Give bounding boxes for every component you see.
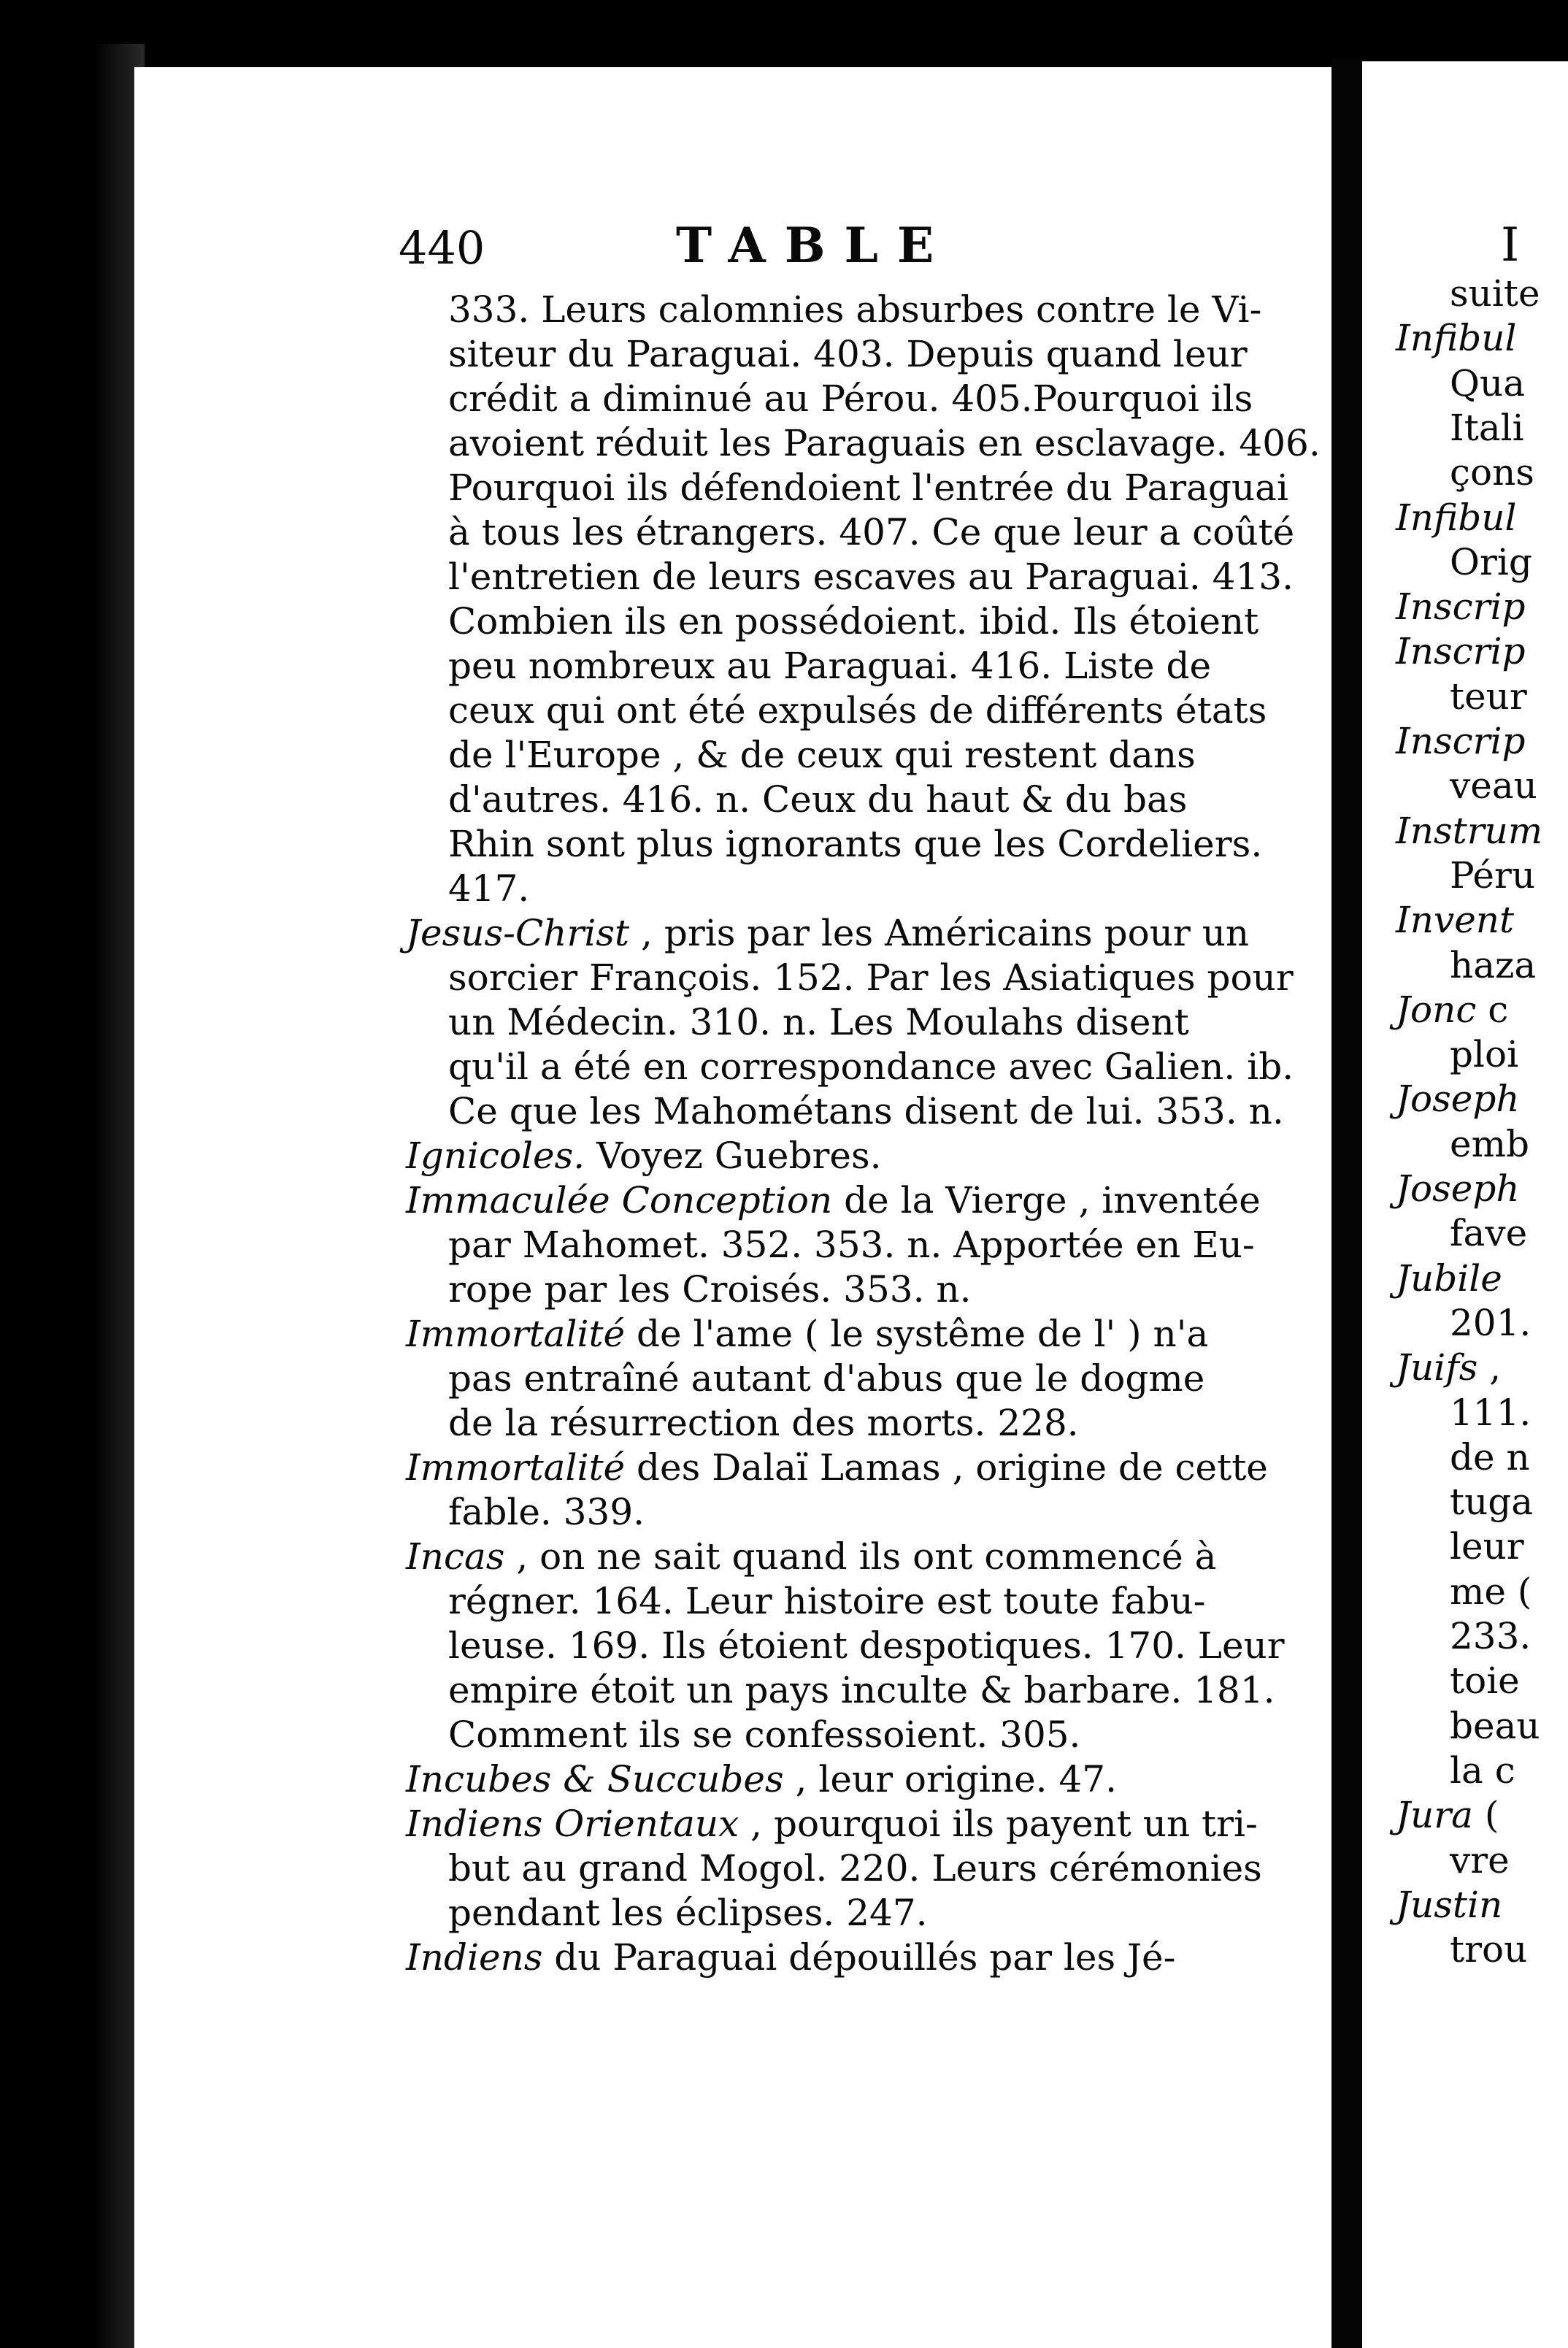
left-line [448,510,1294,554]
entry-text: pendant les éclipses. 247. [448,1892,928,1934]
entry-text: de la résurrection des morts. 228. [448,1402,1079,1444]
entry-headword: Immortalité [406,1446,626,1489]
entry-headword: Indiens Orientaux [406,1803,739,1845]
left-line [406,1757,1117,1801]
right-line [1450,675,1527,718]
entry-headword: Infibul [1396,317,1517,360]
entry-text: un Médecin. 310. n. Les Moulahs disent [448,1001,1189,1043]
right-line [1450,1524,1524,1568]
right-line [1450,853,1535,897]
right-line [1396,629,1526,673]
entry-headword: Ignicoles. [406,1135,585,1177]
left-line [448,1668,1275,1712]
entry-text: de la Vierge , inventée [832,1179,1261,1221]
entry-text: Comment ils se confessoient. 305. [448,1714,1081,1756]
left-line [448,688,1267,732]
right-line [1450,1749,1515,1792]
right-line [1450,1570,1532,1614]
entry-text: , [1477,1346,1502,1389]
entry-text: empire étoit un pays inculte & barbare. 181. [448,1669,1275,1711]
right-line [1450,1927,1527,1971]
entry-text: avoient réduit les Paraguais en esclavage. 406. [448,422,1321,464]
entry-text: Péru [1450,853,1536,897]
entry-text: haza [1450,943,1537,986]
right-line [1450,361,1525,405]
entry-text: leuse. 169. Ils étoient despotiques. 170. Leur [448,1624,1285,1667]
entry-text: Rhin sont plus ignorants que les Cordeliers. [448,823,1263,865]
entry-text: veau [1450,764,1537,807]
entry-headword: Inscrip [1396,720,1526,762]
left-line [448,1267,972,1311]
right-line [1396,1883,1502,1927]
right-line [1450,1211,1527,1255]
entry-headword: Indiens [406,1936,543,1979]
entry-text: 333. Leurs calomnies absurbes contre le Vi- [448,288,1262,331]
entry-text: la c [1450,1749,1515,1792]
entry-headword: Jubile [1396,1257,1502,1300]
entry-text: de n [1450,1435,1530,1478]
entry-text: trou [1450,1928,1528,1971]
entry-headword: Jonc [1396,988,1477,1031]
entry-headword: Instrum [1396,809,1543,852]
right-line [1450,1301,1531,1345]
right-line [1396,1346,1501,1389]
right-line [1396,1793,1499,1837]
right-line [1396,988,1508,1032]
entry-text: de l'ame ( le systême de l' ) n'a [625,1313,1209,1355]
entry-text: fable. 339. [448,1491,645,1533]
entry-text: par Mahomet. 352. 353. n. Apportée en Eu- [448,1224,1255,1266]
entry-headword: Jura [1396,1794,1473,1837]
right-line [1396,1077,1520,1121]
left-line [448,1357,1204,1400]
right-line [1396,585,1526,629]
right-line [1450,1435,1530,1479]
left-line [448,822,1262,866]
left-line [406,1446,1268,1489]
left-line [448,1401,1079,1445]
entry-headword: Joseph [1396,1167,1520,1210]
left-line [406,1535,1216,1578]
left-line [448,599,1258,643]
entry-text: Combien ils en possédoient. ibid. Ils étoient [448,600,1259,642]
right-line [1396,719,1526,763]
entry-text: 111. [1450,1391,1532,1434]
page-number: 440 [399,221,485,275]
entry-text: , pris par les Américains pour un [629,912,1250,954]
entry-headword: Juifs [1396,1346,1478,1389]
entry-headword: Jesus-Christ [406,912,630,954]
right-page [1362,61,1568,2348]
right-line [1450,1032,1518,1076]
right-line [1450,1838,1510,1882]
entry-text: rope par les Croisés. 353. n. [448,1268,972,1311]
right-line [1450,1614,1531,1658]
entry-headword: Incas [406,1535,505,1578]
left-line [448,466,1288,510]
left-line [406,1312,1208,1356]
entry-text: pas entraîné autant d'abus que le dogme [448,1357,1205,1400]
left-line [448,1846,1262,1890]
left-line [448,421,1321,465]
left-line [448,867,529,910]
right-line [1450,1480,1533,1524]
entry-headword: Invent [1396,899,1515,942]
right-line [1396,316,1517,360]
entry-headword: Immortalité [406,1313,626,1355]
entry-text: Voyez Guebres. [585,1135,882,1177]
entry-headword: Joseph [1396,1078,1520,1121]
entry-text: tuga [1450,1481,1534,1524]
left-line [406,1134,882,1178]
left-page [134,67,1331,2348]
entry-headword: Inscrip [1396,586,1526,629]
left-line [406,911,1249,955]
right-line [1450,943,1536,987]
entry-headword: Infibul [1396,496,1517,539]
entry-text: me ( [1450,1570,1532,1613]
left-line [448,332,1248,376]
book-gutter [1331,58,1361,2348]
entry-text: ( [1472,1794,1499,1837]
right-line [1450,1391,1531,1435]
right-line [1450,540,1532,584]
left-line [448,1089,1284,1133]
left-line [448,1490,645,1534]
entry-headword: Justin [1396,1883,1503,1926]
entry-text: c [1476,988,1509,1031]
entry-text: de l'Europe , & de ceux qui restent dans [448,734,1196,776]
entry-text: Qua [1450,361,1526,404]
entry-text: emb [1450,1122,1530,1165]
right-line [1396,496,1517,540]
right-line [1396,809,1542,853]
left-line [448,733,1196,777]
page-title: TABLE [676,217,953,274]
left-line [448,377,1253,421]
entry-text: l'entretien de leurs escaves au Paraguai. 413. [448,556,1294,598]
entry-text: qu'il a été en correspondance avec Galien. ib. [448,1046,1294,1088]
entry-text: , leur origine. 47. [783,1758,1117,1800]
left-line [406,1802,1258,1846]
left-line [406,1178,1261,1222]
entry-text: teur [1450,675,1527,718]
left-line [448,1713,1080,1757]
entry-headword: Immaculée Conception [406,1179,833,1221]
entry-text: 233. [1450,1615,1532,1657]
entry-headword: Incubes & Succubes [406,1758,784,1800]
right-line [1396,898,1514,942]
left-line [448,1000,1189,1044]
entry-text: à tous les étrangers. 407. Ce que leur a coûté [448,511,1295,553]
left-line [448,1579,1206,1623]
entry-text: çons [1450,451,1534,494]
right-line [1450,764,1537,807]
entry-text: Itali [1450,406,1524,449]
entry-text: peu nombreux au Paraguai. 416. Liste de [448,645,1212,687]
right-line [1450,1704,1540,1748]
right-line [1450,1122,1529,1166]
entry-text: Pourquoi ils défendoient l'entrée du Paraguai [448,467,1288,509]
left-line [448,1045,1294,1089]
right-line [1450,272,1540,315]
entry-text: sorcier François. 152. Par les Asiatiques pour [448,956,1294,999]
entry-text: beau [1450,1704,1540,1747]
entry-text: , on ne sait quand ils ont commencé à [504,1535,1217,1578]
entry-text: régner. 164. Leur histoire est toute fabu- [448,1580,1206,1622]
right-line [1396,1167,1520,1211]
left-line [406,1935,1176,1979]
left-line [448,644,1211,688]
entry-text: du Paraguai dépouillés par les Jé- [542,1936,1176,1979]
entry-text: d'autres. 416. n. Ceux du haut & du bas [448,778,1188,821]
left-line [448,1891,928,1935]
entry-text: , pourquoi ils payent un tri- [739,1803,1258,1845]
right-line [1450,450,1534,494]
entry-text: toie [1450,1660,1520,1703]
entry-text: suite [1450,272,1540,315]
entry-headword: Inscrip [1396,630,1526,673]
left-line [448,555,1294,599]
left-line [448,778,1187,821]
entry-text: Orig [1450,540,1532,583]
left-line [448,1223,1255,1267]
entry-text: des Dalaï Lamas , origine de cette [625,1446,1268,1489]
entry-text: vre [1450,1838,1510,1881]
right-line [1396,1257,1502,1300]
right-line [1450,406,1524,450]
left-line [448,1624,1285,1668]
entry-text: fave [1450,1212,1528,1255]
entry-text: Ce que les Mahométans disent de lui. 353. n. [448,1090,1284,1132]
entry-text: siteur du Paraguai. 403. Depuis quand leur [448,333,1248,375]
entry-text: crédit a diminué au Pérou. 405.Pourquoi ils [448,377,1253,420]
right-page-header: I [1501,218,1520,272]
entry-text: ceux qui ont été expulsés de différents états [448,689,1267,732]
left-line [448,288,1261,331]
left-line [448,956,1294,1000]
entry-text: but au grand Mogol. 220. Leurs cérémonies [448,1847,1262,1889]
entry-text: ploi [1450,1033,1519,1076]
entry-text: 201. [1450,1301,1532,1344]
right-line [1450,1659,1520,1703]
entry-text: 417. [448,867,530,910]
entry-text: leur [1450,1525,1524,1568]
